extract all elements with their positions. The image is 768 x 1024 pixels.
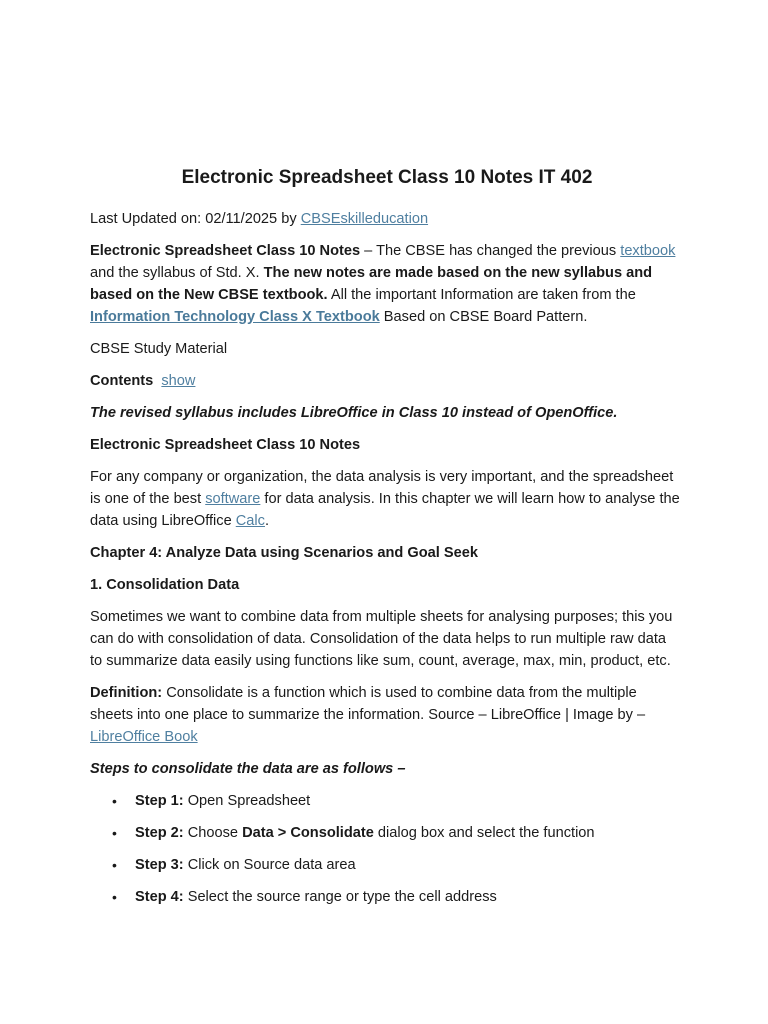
step-text: Select the source range or type the cell address: [183, 889, 497, 905]
step-item-3: [135, 854, 680, 876]
step-text: Open Spreadsheet: [183, 793, 311, 809]
step-label: Step 2:: [135, 825, 184, 841]
steps-list: [90, 790, 680, 908]
author-link[interactable]: CBSEskilleducation: [300, 211, 429, 227]
step-menu-path: Data > Consolidate: [242, 825, 374, 841]
step-item-4: [135, 886, 680, 908]
definition-label: Definition:: [90, 685, 163, 701]
last-updated-line: [90, 208, 680, 230]
intro-text-3: All the important Information are taken from the: [327, 287, 636, 303]
calc-link[interactable]: Calc: [235, 513, 265, 529]
section-heading-text: Electronic Spreadsheet Class 10 Notes: [90, 437, 361, 453]
consolidation-subheading-text: 1. Consolidation Data: [90, 577, 240, 593]
libreoffice-book-link[interactable]: LibreOffice Book: [90, 729, 198, 745]
step-text: Click on Source data area: [183, 857, 356, 873]
consolidation-subheading: [90, 574, 680, 596]
step-label: Step 3:: [135, 857, 184, 873]
contents-show-link[interactable]: show: [161, 373, 196, 389]
intro-text-2: and the syllabus of Std. X.: [90, 265, 264, 281]
step-text: Choose: [183, 825, 243, 841]
step-item-2: [135, 822, 680, 844]
last-updated-text: Last Updated on: 02/11/2025 by: [90, 211, 301, 227]
contents-label: Contents: [90, 373, 154, 389]
revised-syllabus-note: The revised syllabus includes LibreOffice in Class 10 instead of OpenOffice.: [90, 405, 618, 421]
intro-text-1: – The CBSE has changed the previous: [360, 243, 621, 259]
intro-bold-lead: Electronic Spreadsheet Class 10 Notes: [90, 243, 361, 259]
it-textbook-link[interactable]: Information Technology Class X Textbook: [90, 309, 380, 325]
step-text-after: dialog box and select the function: [373, 825, 595, 841]
analysis-paragraph: [90, 466, 680, 532]
page-title: Electronic Spreadsheet Class 10 Notes IT 402: [181, 167, 593, 188]
software-link[interactable]: software: [205, 491, 261, 507]
definition-paragraph: [90, 682, 680, 748]
steps-heading: Steps to consolidate the data are as follows –: [90, 761, 406, 777]
section-heading: [90, 434, 680, 456]
analysis-text-3: .: [264, 513, 270, 529]
article: [90, 164, 680, 918]
definition-text: Consolidate is a function which is used to combine data from the multiple sheets into one place to summarize the information. Source – LibreOffice | Image by –: [90, 685, 646, 723]
consolidation-paragraph: Sometimes we want to combine data from multiple sheets for analysing purposes; this you can do with consolidation of data. Consolidation of the data helps to run multiple raw data to summarize data easily using functions like sum, count, average, max, min, product, etc.: [90, 609, 673, 669]
study-material-label: CBSE Study Material: [90, 341, 228, 357]
chapter-heading: [90, 542, 680, 564]
textbook-link[interactable]: textbook: [620, 243, 676, 259]
intro-bold-2: The new notes are made based on the new syllabus and based on the New CBSE textbook.: [90, 265, 653, 303]
analysis-text-2: for data analysis. In this chapter we will learn how to analyse the data using LibreOffice: [90, 491, 680, 529]
step-item-1: [135, 790, 680, 812]
step-label: Step 4:: [135, 889, 184, 905]
analysis-text-1: For any company or organization, the data analysis is very important, and the spreadsheet is one of the best: [90, 469, 674, 507]
intro-paragraph: [90, 240, 680, 328]
step-label: Step 1:: [135, 793, 184, 809]
contents-toggle: [90, 370, 680, 392]
chapter-heading-text: Chapter 4: Analyze Data using Scenarios and Goal Seek: [90, 545, 478, 561]
intro-text-4: Based on CBSE Board Pattern.: [379, 309, 588, 325]
